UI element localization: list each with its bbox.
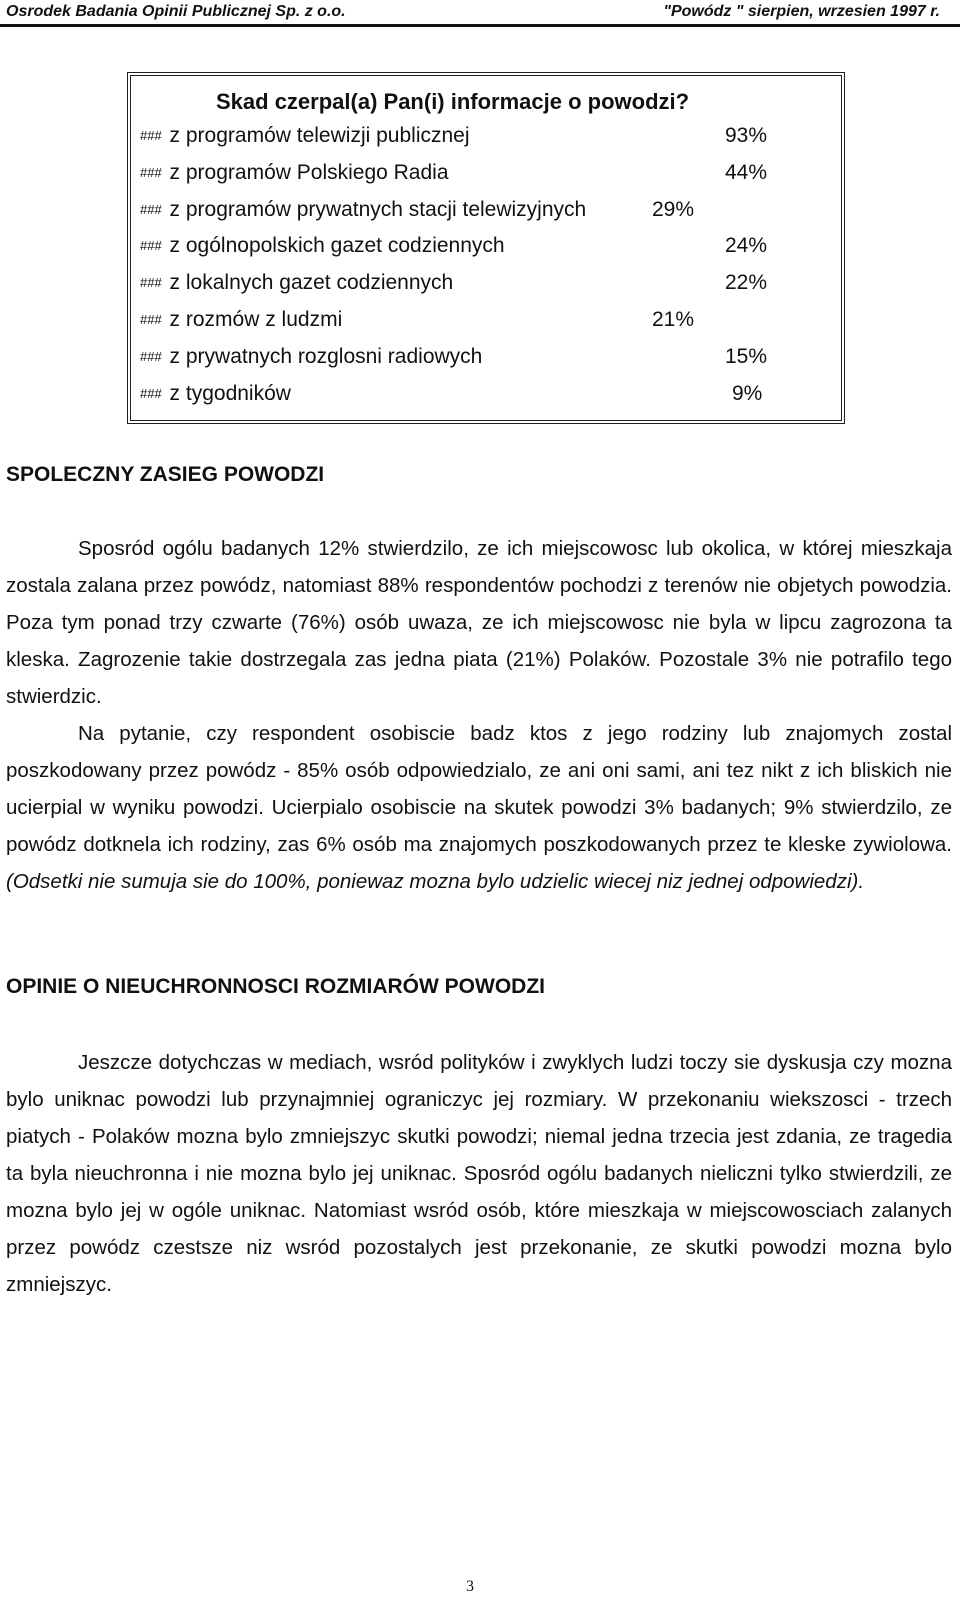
- survey-row-value: 22%: [725, 271, 768, 294]
- bullet-marker: ###: [140, 128, 162, 143]
- bullet-marker: ###: [140, 349, 162, 364]
- header-rule: [0, 24, 960, 27]
- survey-row-value: 44%: [725, 161, 768, 184]
- survey-row-label: z tygodników: [169, 382, 291, 405]
- survey-row: [140, 121, 768, 151]
- header-organization: Osrodek Badania Opinii Publicznej Sp. z o.o.: [6, 3, 346, 20]
- survey-row-label: z programów telewizji publicznej: [169, 124, 470, 147]
- paragraph-text: Jeszcze dotychczas w mediach, wsród polityków i zwyklych ludzi toczy sie dyskusja czy mozna bylo uniknac powodzi lub przynajmniej ograniczyc jej rozmiary. W przekonaniu wiekszosci - trzech piatych - Polaków mozna bylo zmniejszyc skutki powodzi; niemal jedna trzecia jest zdania, ze tragedia ta byla nieuchronna i nie mozna bylo jej uniknac. Sposród ogólu badanych nieliczni tylko stwierdzili, ze mozna bylo jej w ogóle uniknac. Natomiast wsród osób, które mieszkaja w miejscowosciach zalanych przez powódz czestsze niz wsród pozostalych jest przekonanie, ze skutki powodzi mozna bylo zmniejszyc.: [6, 1051, 952, 1296]
- survey-row: [140, 268, 768, 298]
- survey-row-value: 15%: [725, 345, 768, 368]
- bullet-marker: ###: [140, 202, 162, 217]
- survey-row-label: z prywatnych rozglosni radiowych: [169, 345, 483, 368]
- survey-row-label: z rozmów z ludzmi: [169, 308, 343, 331]
- bullet-marker: ###: [140, 165, 162, 180]
- survey-row-label: z ogólnopolskich gazet codziennych: [169, 234, 505, 257]
- bullet-marker: ###: [140, 386, 162, 401]
- survey-row-value: 93%: [725, 124, 768, 147]
- survey-row: [140, 379, 763, 409]
- section-title-inevitability: OPINIE O NIEUCHRONNOSCI ROZMIARÓW POWODZI: [6, 975, 545, 998]
- page-number: 3: [466, 1578, 474, 1595]
- survey-row: [140, 342, 768, 372]
- survey-row-label: z programów Polskiego Radia: [169, 161, 449, 184]
- bullet-marker: ###: [140, 312, 162, 327]
- section-title-social-reach: SPOLECZNY ZASIEG POWODZI: [6, 463, 325, 486]
- survey-row-value: 21%: [652, 308, 695, 331]
- survey-row-label: z programów prywatnych stacji telewizyjnych: [169, 198, 587, 221]
- paragraph-text: Na pytanie, czy respondent osobiscie badz ktos z jego rodziny lub znajomych zostal poszkodowany przez powódz - 85% osób odpowiedzialo, ze ani oni sami, ani tez nikt z ich bliskich nie ucierpial w wyniku powodzi. Ucierpialo osobiscie na skutek powodzi 3% badanych; 9% stwierdzilo, ze powódz dotknela ich rodziny, zas 6% osób ma znajomych poszkodowanych przez te kleske zywiolowa.: [6, 722, 952, 856]
- survey-row-value: 9%: [732, 382, 763, 405]
- survey-row-label: z lokalnych gazet codziennych: [169, 271, 454, 294]
- header-report-title: "Powódz " sierpien, wrzesien 1997 r.: [663, 3, 940, 20]
- bullet-marker: ###: [140, 238, 162, 253]
- paragraph-text: Sposród ogólu badanych 12% stwierdzilo, ze ich miejscowosc lub okolica, w której mieszkaja zostala zalana przez powódz, natomiast 88% respondentów pochodzi z terenów nie objetych powodzia. Poza tym ponad trzy czwarte (76%) osób uwaza, ze ich miejscowosc nie byla w lipcu zagrozona ta kleska. Zagrozenie takie dostrzegala zas jedna piata (21%) Polaków. Pozostale 3% nie potrafilo tego stwierdzic.: [6, 537, 952, 708]
- page-header: [0, 0, 960, 23]
- bullet-marker: ###: [140, 275, 162, 290]
- paragraph: [6, 715, 952, 900]
- survey-row-value: 24%: [725, 234, 768, 257]
- survey-row: [140, 158, 768, 188]
- survey-row: [140, 305, 695, 335]
- survey-row: [140, 231, 768, 261]
- survey-row-value: 29%: [652, 198, 695, 221]
- survey-row: [140, 195, 695, 225]
- paragraph: [6, 530, 952, 715]
- paragraph-note: (Odsetki nie sumuja sie do 100%, poniewaz mozna bylo udzielic wiecej niz jednej odpowiedzi).: [6, 870, 865, 893]
- survey-question: Skad czerpal(a) Pan(i) informacje o powodzi?: [216, 89, 690, 114]
- paragraph: [6, 1044, 952, 1303]
